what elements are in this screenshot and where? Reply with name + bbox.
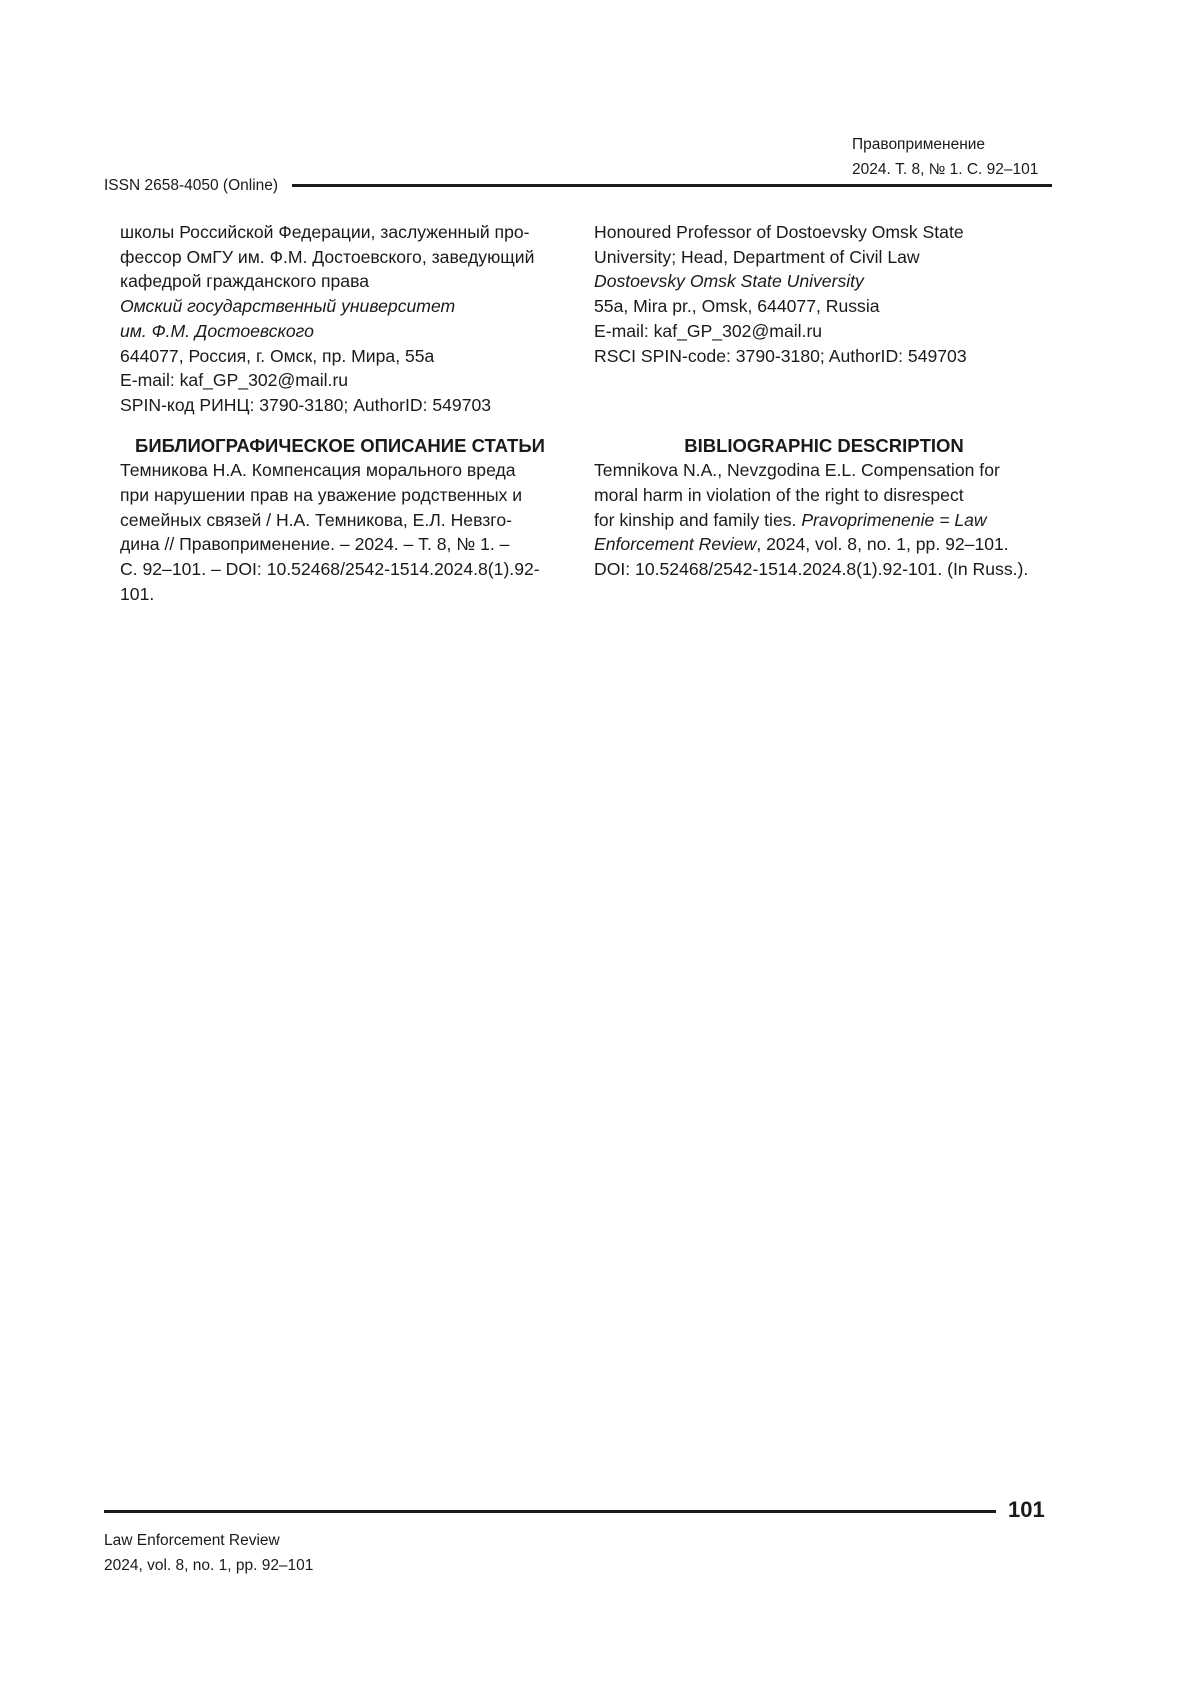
author-organization: Омский государственный университет bbox=[120, 296, 456, 317]
footer-rule bbox=[104, 1510, 996, 1513]
author-position-line: University; Head, Department of Civil Law bbox=[594, 246, 920, 267]
citation-line: дина // Правоприменение. – 2024. – Т. 8, № 1. – bbox=[120, 534, 510, 555]
citation-line: Temnikova N.A., Nevzgodina E.L. Compensation for bbox=[594, 460, 1000, 481]
bibliographic-description-en bbox=[594, 434, 1054, 582]
journal-name-italic: Enforcement Review bbox=[594, 534, 757, 555]
citation-line bbox=[594, 532, 1054, 557]
citation-line: DOI: 10.52468/2542-1514.2024.8(1).92-101. (In Russ.). bbox=[594, 559, 1029, 580]
author-info-en bbox=[594, 220, 1054, 418]
issue-info-ru: 2024. Т. 8, № 1. С. 92–101 bbox=[852, 161, 1039, 178]
author-position-line: кафедрой гражданского права bbox=[120, 271, 370, 292]
author-email: E-mail: kaf_GP_302@mail.ru bbox=[120, 370, 349, 391]
section-heading: BIBLIOGRAPHIC DESCRIPTION bbox=[684, 434, 964, 456]
citation-line: Темникова Н.А. Компенсация морального вреда bbox=[120, 460, 516, 481]
header-rule bbox=[292, 184, 1052, 187]
citation-line: при нарушении прав на уважение родственных и bbox=[120, 485, 523, 506]
journal-title-ru: Правоприменение bbox=[852, 136, 986, 153]
author-position-line: фессор ОмГУ им. Ф.М. Достоевского, заведующий bbox=[120, 246, 535, 267]
author-spin: SPIN-код РИНЦ: 3790-3180; AuthorID: 549703 bbox=[120, 394, 492, 415]
spacer-line bbox=[594, 393, 1054, 418]
running-header bbox=[852, 132, 1038, 182]
author-address: 55a, Mira pr., Omsk, 644077, Russia bbox=[594, 296, 880, 317]
journal-title-en: Law Enforcement Review bbox=[104, 1532, 280, 1549]
author-position-line: Honoured Professor of Dostoevsky Omsk State bbox=[594, 222, 964, 242]
issue-info-en: 2024, vol. 8, no. 1, pp. 92–101 bbox=[104, 1557, 314, 1574]
journal-name-italic: Pravoprimenenie = Law bbox=[801, 509, 987, 530]
section-heading: БИБЛИОГРАФИЧЕСКОЕ ОПИСАНИЕ СТАТЬИ bbox=[135, 434, 545, 456]
citation-line: 101. bbox=[120, 583, 155, 604]
author-organization: Dostoevsky Omsk State University bbox=[594, 271, 864, 292]
citation-line bbox=[594, 508, 1054, 533]
author-position-line: школы Российской Федерации, заслуженный про- bbox=[120, 222, 530, 242]
author-info-ru bbox=[120, 220, 560, 418]
column-english bbox=[594, 220, 1054, 582]
citation-line: moral harm in violation of the right to disrespect bbox=[594, 485, 964, 506]
bibliographic-description-ru bbox=[120, 434, 560, 607]
citation-text: , 2024, vol. 8, no. 1, pp. 92–101. bbox=[756, 534, 1009, 555]
author-organization: им. Ф.М. Достоевского bbox=[120, 320, 314, 341]
citation-text: for kinship and family ties. bbox=[594, 509, 802, 530]
citation-line: семейных связей / Н.А. Темникова, Е.Л. Невзго- bbox=[120, 509, 512, 530]
column-russian bbox=[120, 220, 560, 607]
spacer-line bbox=[594, 368, 1054, 393]
running-footer bbox=[104, 1528, 313, 1578]
citation-line: С. 92–101. – DOI: 10.52468/2542-1514.2024.8(1).92- bbox=[120, 559, 540, 580]
author-email: E-mail: kaf_GP_302@mail.ru bbox=[594, 320, 823, 341]
page-number: 101 bbox=[1008, 1497, 1045, 1522]
author-spin: RSCI SPIN-code: 3790-3180; AuthorID: 549703 bbox=[594, 345, 967, 366]
author-address: 644077, Россия, г. Омск, пр. Мира, 55а bbox=[120, 345, 435, 366]
issn-label: ISSN 2658-4050 (Online) bbox=[104, 177, 279, 194]
